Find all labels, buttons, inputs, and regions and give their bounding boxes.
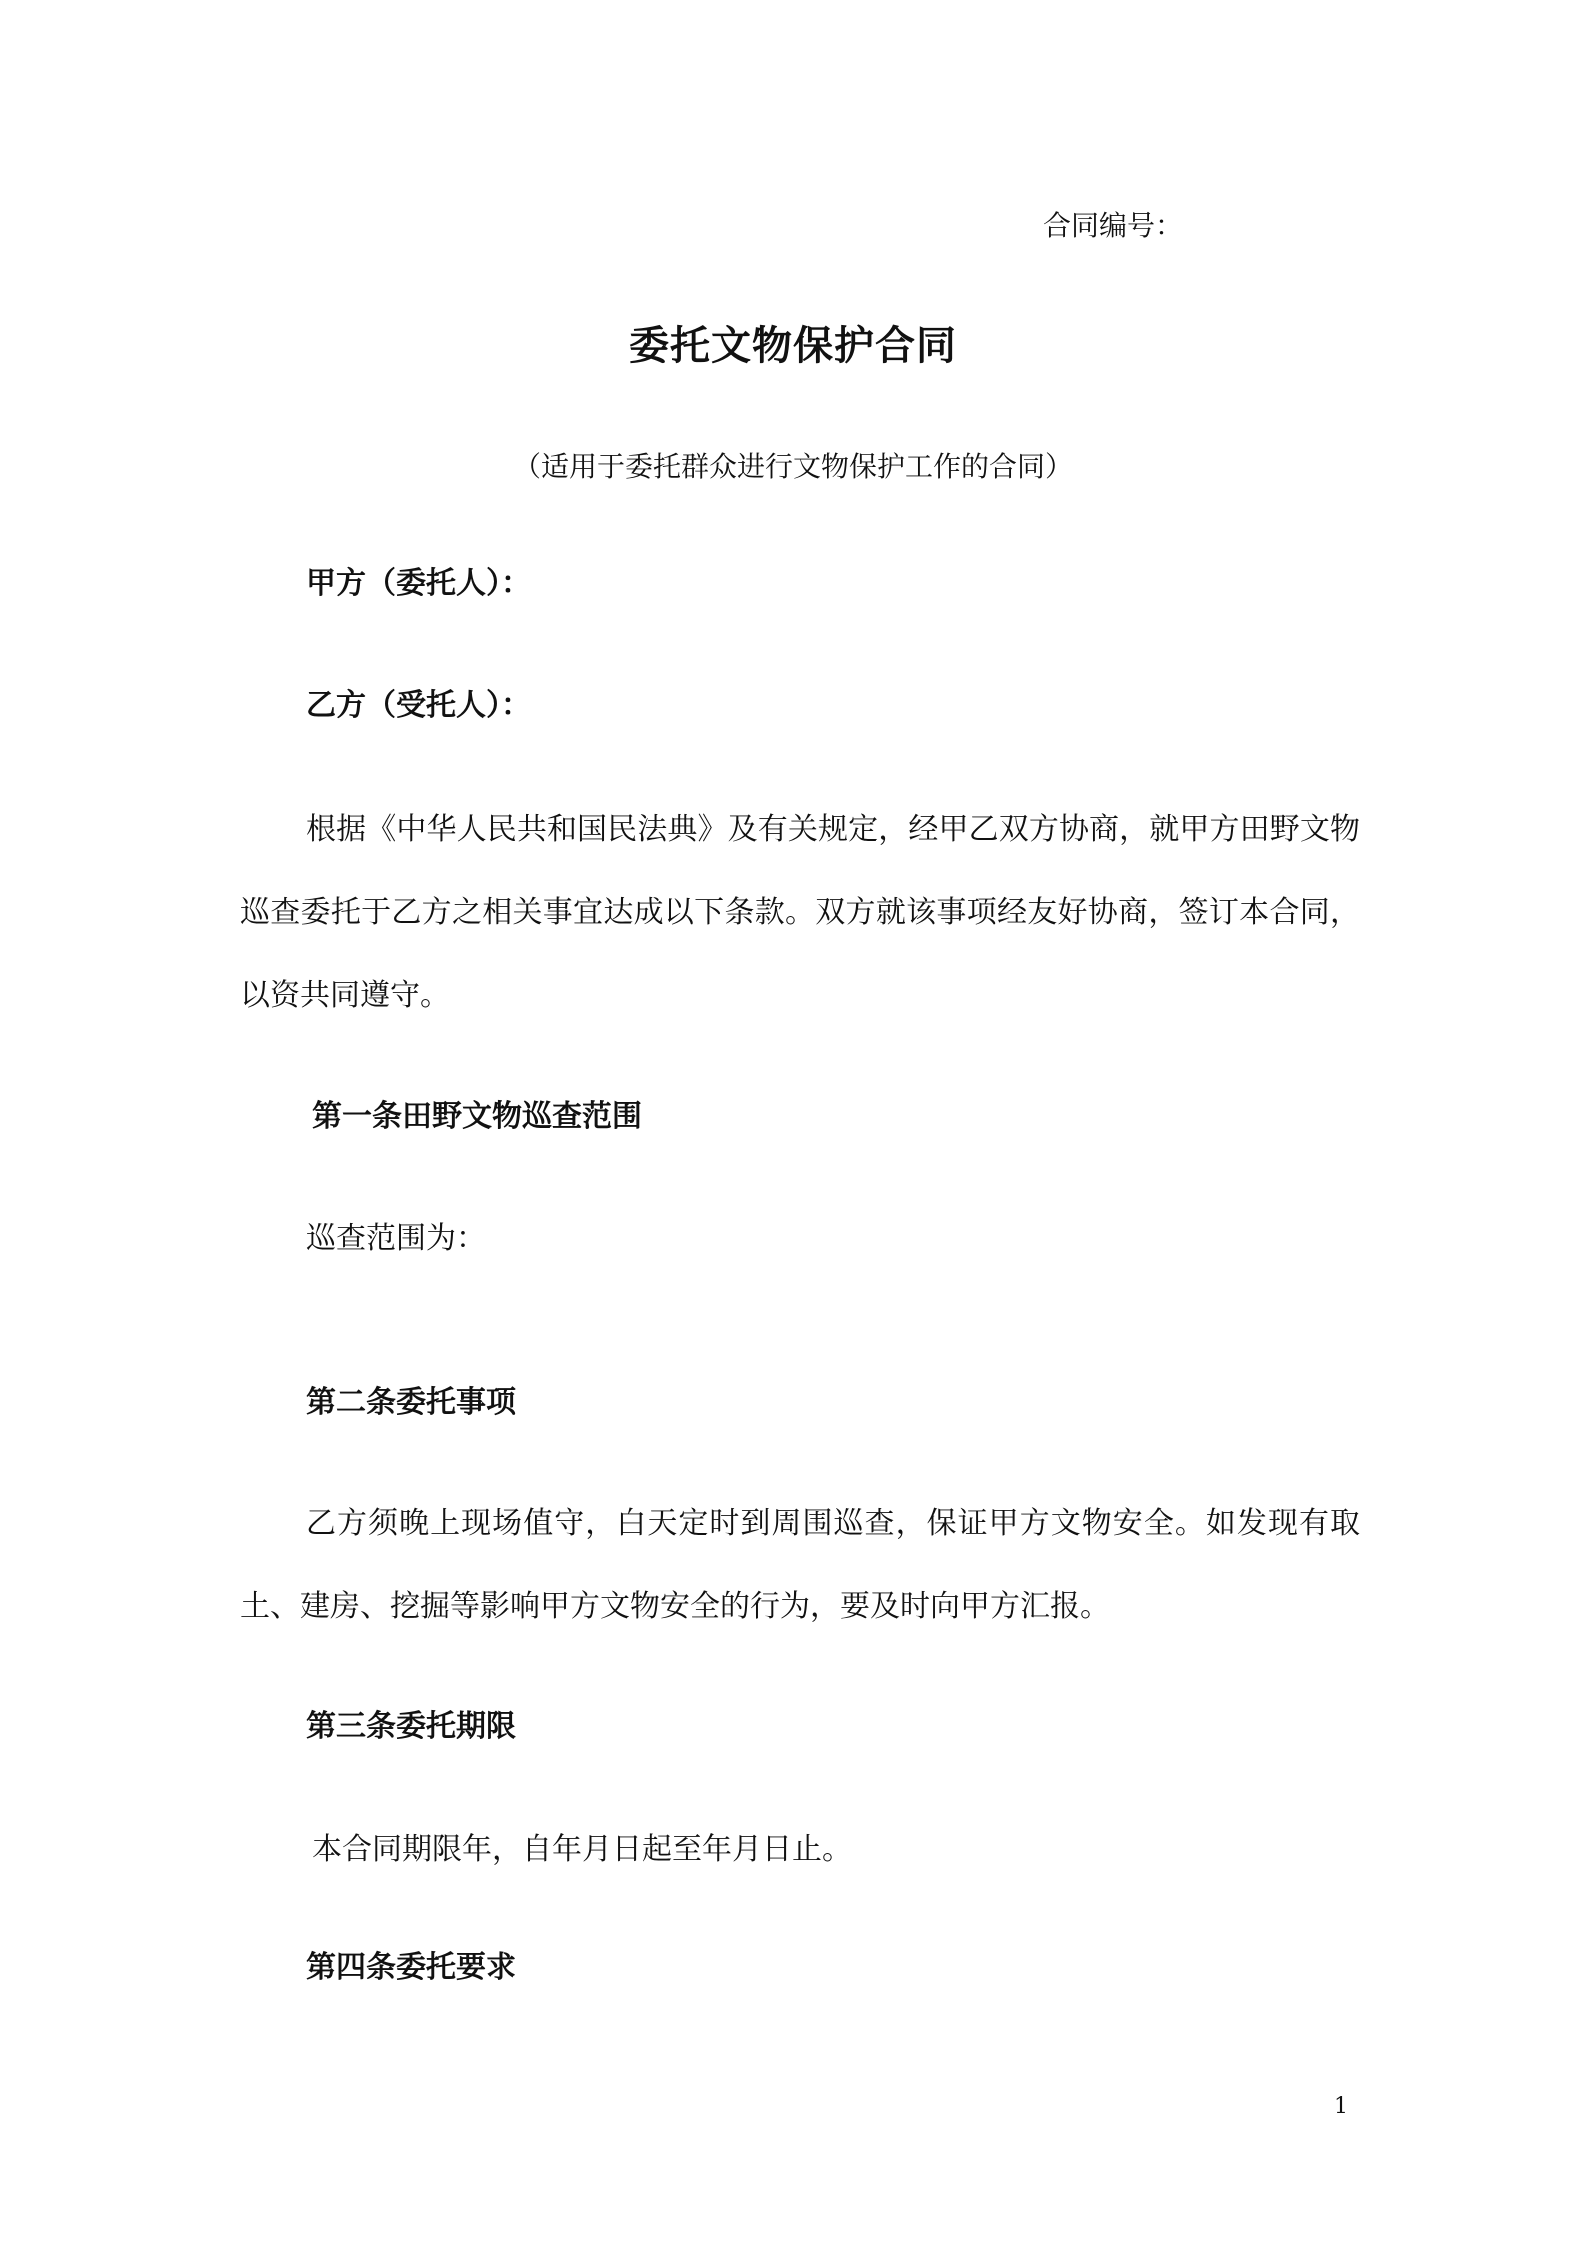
article-3-heading: 第三条委托期限: [306, 1709, 516, 1744]
article-1-body: 巡查范围为：: [306, 1221, 486, 1256]
article-4-heading: 第四条委托要求: [306, 1950, 516, 1985]
party-b-label: 乙方（受托人）：: [306, 688, 531, 723]
article-1-heading: 第一条田野文物巡查范围: [312, 1099, 642, 1134]
article-3-body: 本合同期限年，自年月日起至年月日止。: [312, 1832, 852, 1867]
article-2-heading: 第二条委托事项: [306, 1385, 516, 1420]
article-2-body: 乙方须晚上现场值守，白天定时到周围巡查，保证甲方文物安全。如发现有取土、建房、挖掘等影响甲方文物安全的行为，要及时向甲方汇报。: [240, 1506, 1360, 1624]
preamble-paragraph: 根据《中华人民共和国民法典》及有关规定，经甲乙双方协商，就甲方田野文物巡查委托于乙方之相关事宜达成以下条款。双方就该事项经友好协商，签订本合同，以资共同遵守。: [240, 812, 1360, 1013]
document-subtitle: （适用于委托群众进行文物保护工作的合同）: [512, 450, 1073, 483]
document-title: 委托文物保护合同: [629, 323, 957, 369]
page-number: 1: [1334, 2094, 1348, 2119]
party-a-label: 甲方（委托人）：: [306, 566, 531, 601]
contract-number-label: 合同编号：: [1043, 209, 1184, 242]
